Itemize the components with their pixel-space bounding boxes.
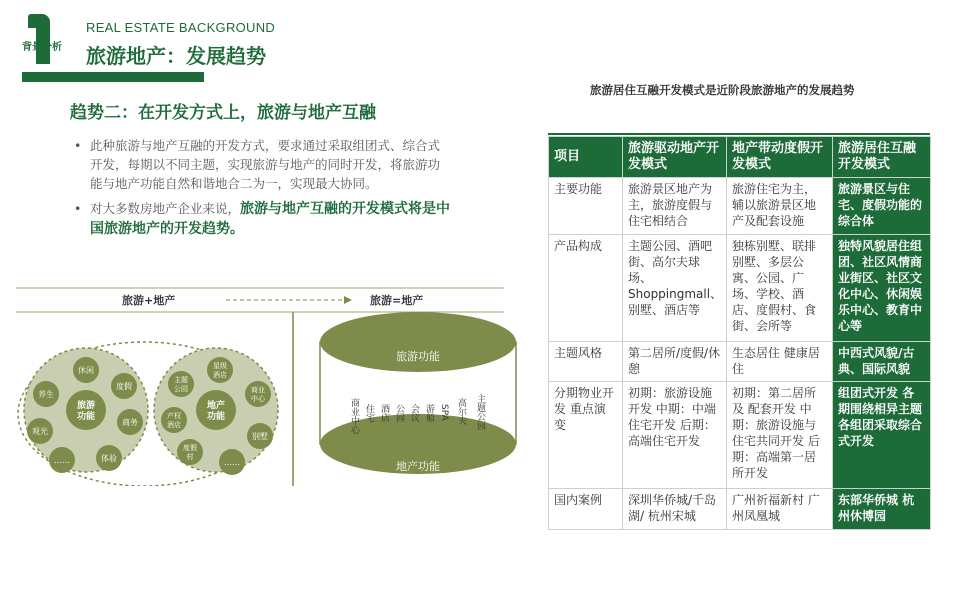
table-cell: 旅游住宅为主，辅以旅游景区地产及配套设施 — [727, 177, 833, 234]
table-header-cell: 地产带动度假开发模式 — [727, 137, 833, 178]
cylinder-column: SPA — [439, 404, 449, 421]
table-cell: 广州祈福新村 广州凤凰城 — [727, 489, 833, 530]
cylinder-column: 游船 — [424, 404, 434, 422]
estate-item: …… — [224, 458, 240, 467]
section-label: 背景分析 — [22, 42, 62, 53]
estate-item: 别墅 — [252, 432, 268, 441]
table-caption: 旅游居住互融开发模式是近阶段旅游地产的发展趋势 — [590, 83, 855, 97]
table-cell-highlight: 东部华侨城 杭州休博园 — [833, 489, 931, 530]
tourism-item: 休闲 — [78, 366, 94, 375]
table-row — [549, 177, 931, 234]
tourism-item: 观光 — [32, 427, 48, 436]
tourism-item: 养生 — [38, 390, 54, 399]
table-cell: 旅游景区地产为主，旅游度假与住宅相结合 — [623, 177, 727, 234]
bullet-emphasis: 旅游与地产互融的开发模式将是中国旅游地产的开发趋势。 — [90, 201, 451, 237]
table-row — [549, 234, 931, 341]
row-label: 主要功能 — [549, 177, 623, 234]
table-cell-highlight: 独特风貌居住组团、社区风情商业街区、社区文化中心、休闲娱乐中心、教育中心等 — [833, 234, 931, 341]
page-subtitle-en: REAL ESTATE BACKGROUND — [86, 20, 276, 35]
tourism-item: …… — [54, 456, 70, 465]
comparison-table — [548, 136, 931, 530]
estate-item: 星级酒店 — [213, 362, 227, 379]
trend-heading: 趋势二：在开发方式上，旅游与地产互融 — [70, 103, 376, 123]
cylinder-column: 公园 — [394, 404, 404, 422]
table-header-cell: 旅游居住互融 开发模式 — [833, 137, 931, 178]
table-header-cell: 旅游驱动地产开发模式 — [623, 137, 727, 178]
page-title: 旅游地产：发展趋势 — [86, 44, 266, 68]
table-header-row — [549, 137, 931, 178]
bullet-item: • 对大多数房地产企业来说，旅游与地产互融的开发模式将是中国旅游地产的开发趋势。 — [74, 201, 451, 237]
table-top-border — [548, 133, 930, 135]
table-cell: 独栋别墅、联排别墅、多层公寓、公园、广场、学校、酒店、度假村、食街、会所等 — [727, 234, 833, 341]
estate-item: 商业中心 — [251, 386, 265, 403]
estate-item: 产权酒店 — [167, 412, 181, 429]
cylinder-column: 住宅 — [364, 404, 374, 422]
table-cell: 第二居所/度假/休憩 — [623, 341, 727, 382]
row-label: 产品构成 — [549, 234, 623, 341]
cylinder-column: 主题公园 — [475, 394, 485, 430]
estate-item: 主题公园 — [174, 376, 188, 393]
table-row — [549, 341, 931, 382]
tourism-item: 商务 — [122, 418, 138, 427]
row-label: 主题风格 — [549, 341, 623, 382]
cylinder-column: 商业中心 — [349, 398, 359, 434]
table-header-cell: 项目 — [549, 137, 623, 178]
table-cell: 深圳华侨城/千岛湖/ 杭州宋城 — [623, 489, 727, 530]
label-tourism-plus-estate: 旅游+地产 — [122, 294, 176, 307]
estate-center-label: 地产功能 — [206, 401, 226, 422]
row-label: 分期物业开发 重点演变 — [549, 382, 623, 489]
row-label: 国内案例 — [549, 489, 623, 530]
table-row — [549, 382, 931, 489]
table-cell-highlight: 中西式风貌/古典、国际风貌 — [833, 341, 931, 382]
bullet-item: • 此种旅游与地产互融的开发方式，要求通过采取组团式、综合式开发，每期以不同主题，实现旅游与地产的同时开发，将旅游功能与地产功能自然和谐地合二为一，实现最大协同。 — [74, 138, 441, 191]
table-cell: 生态居住 健康居住 — [727, 341, 833, 382]
cylinder-column: 酒店 — [379, 404, 389, 422]
cylinder-column: 会议 — [409, 404, 419, 422]
table-cell: 初期：旅游设施开发 中期：中端住宅开发 后期：高端住宅开发 — [623, 382, 727, 489]
development-mode-diagram — [14, 286, 534, 486]
table-cell-highlight: 组团式开发 各期围绕相异主题 各组团采取综合式开发 — [833, 382, 931, 489]
table-cell-highlight: 旅游景区与住宅、度假功能的综合体 — [833, 177, 931, 234]
table-cell: 初期：第二居所及 配套开发 中期：旅游设施与住宅共同开发 后期：高端第一居所开发 — [727, 382, 833, 489]
bullet-list — [72, 136, 452, 245]
estate-item: 度假村 — [183, 444, 197, 461]
cylinder-column: 高尔夫 — [456, 398, 466, 425]
cylinder-bottom-label: 地产功能 — [396, 460, 440, 473]
label-tourism-equals-estate: 旅游=地产 — [370, 294, 424, 307]
tourism-center-label: 旅游功能 — [76, 401, 96, 422]
table-row — [549, 489, 931, 530]
cylinder-top-label: 旅游功能 — [396, 350, 440, 363]
header-bar — [22, 72, 204, 82]
tourism-item: 体验 — [101, 454, 117, 463]
table-cell: 主题公园、酒吧街、高尔夫球场、Shoppingmall、别墅、酒店等 — [623, 234, 727, 341]
tourism-item: 度假 — [116, 382, 132, 391]
